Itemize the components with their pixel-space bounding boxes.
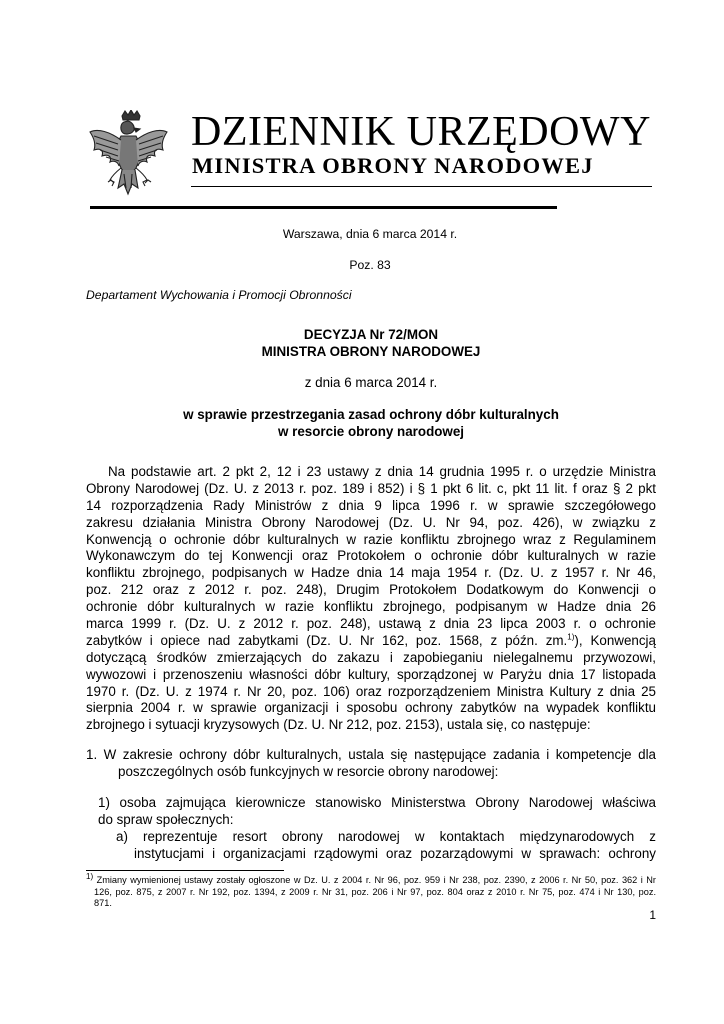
decision-date: z dnia 6 marca 2014 r. — [304, 375, 438, 390]
preamble-line: 14 rozporządzenia Rady Ministrów z dnia 9 lipca 1996 r. w sprawie szczegółowego — [86, 497, 656, 513]
preamble-paragraph — [86, 464, 656, 734]
decision-subject-line2: w resorcie obrony narodowej — [277, 424, 465, 439]
header-divider — [90, 206, 557, 209]
decision-subject-line1: w sprawie przestrzegania zasad ochrony dóbr kulturalnych — [183, 407, 559, 422]
preamble-line: sierpnia 2004 r. w sprawie organizacji i sposobu ochrony zabytków na wypadek konfliktu — [86, 700, 656, 716]
footnote-line — [86, 871, 656, 887]
preamble-line: wywozowi i przenoszeniu własności dóbr kultury, sporządzonej w Paryżu dnia 17 listopada — [86, 666, 656, 682]
preamble-line-with-footnote — [86, 633, 656, 650]
point-1 — [86, 747, 656, 781]
subpoint-1 — [98, 795, 656, 829]
preamble-line-tail: ), Konwencją — [574, 632, 656, 648]
subpoint-1-line2: do spraw społecznych: — [98, 811, 234, 827]
decision-title-line2: MINISTRA OBRONY NARODOWEJ — [261, 344, 481, 359]
eagle-emblem-icon — [88, 110, 174, 206]
preamble-line: Konwencją o ochronie dóbr kulturalnych w razie konfliktu zbrojnego wraz z Regulaminem — [86, 531, 656, 547]
subpoint-1a-line2: instytucjami i organizacjami rządowymi oraz pozarządowymi w sprawach: ochrony — [134, 845, 656, 861]
subpoint-1a — [116, 829, 656, 863]
point-1-line1: 1. W zakresie ochrony dóbr kulturalnych, ustala się następujące zadania i kompetencje dla — [86, 747, 656, 762]
footnote-reference: 1) — [567, 632, 575, 642]
footnote-line: 871. — [94, 898, 112, 908]
page-number: 1 — [649, 908, 656, 922]
place-date: Warszawa, dnia 6 marca 2014 r. — [282, 227, 458, 241]
footnote-marker: 1) — [86, 871, 94, 881]
preamble-line: Obrony Narodowej (Dz. U. z 2013 r. poz. 189 i 852) i § 1 pkt 6 lit. c, pkt 11 lit. f oraz § 2 pkt — [86, 480, 656, 496]
preamble-line: ochronie dóbr kulturalnych w razie konfliktu zbrojnego, podpisanym w Hadze dnia 26 — [86, 599, 656, 615]
masthead-title: DZIENNIK URZĘDOWY — [191, 109, 651, 155]
footnote-divider — [86, 870, 284, 871]
decision-title-line1: DECYZJA Nr 72/MON — [303, 327, 439, 342]
preamble-line: zakresu działania Ministra Obrony Narodowej (Dz. U. Nr 94, poz. 426), w związku z — [86, 514, 656, 530]
preamble-line: konfliktu zbrojnego, podpisanych w Hadze dnia 14 maja 1954 r. (Dz. U. z 1957 r. Nr 46, — [86, 565, 656, 581]
preamble-line: zbrojnego i sytuacji kryzysowych (Dz. U. Nr 212, poz. 2153), ustala się, co następuje: — [86, 717, 591, 733]
masthead-divider — [191, 186, 652, 187]
position-number: Poz. 83 — [349, 258, 391, 272]
subpoint-1-line1: 1) osoba zajmująca kierownicze stanowisko Ministerstwa Obrony Narodowej właściwa — [98, 795, 656, 810]
department-name: Departament Wychowania i Promocji Obronności — [86, 288, 352, 302]
footnote — [86, 871, 656, 910]
point-1-line2: poszczególnych osób funkcyjnych w resorcie obrony narodowej: — [118, 763, 499, 779]
preamble-line: 1970 r. (Dz. U. z 1974 r. Nr 20, poz. 106) oraz rozporządzeniem Ministra Kultury z dnia 25 — [86, 683, 656, 699]
preamble-line-text: zabytków i opiece nad zabytkami (Dz. U. Nr 162, poz. 1568, z późn. zm. — [86, 632, 568, 648]
footnote-line: 126, poz. 875, z 2007 r. Nr 192, poz. 1394, z 2009 r. Nr 31, poz. 206 i Nr 97, poz. 804 oraz z 2010 r. Nr 75, poz. 474 i Nr 130, poz. — [94, 886, 656, 897]
footnote-text: Zmiany wymienionej ustawy zostały ogłoszone w Dz. U. z 2004 r. Nr 96, poz. 959 i Nr 238, poz. 2390, z 2006 r. Nr 50, poz. 362 i Nr — [96, 875, 656, 885]
preamble-line: Wykonawczym do tej Konwencji oraz Protokołem o ochronie dóbr kulturalnych w razie — [86, 548, 656, 564]
preamble-line: Na podstawie art. 2 pkt 2, 12 i 23 ustawy z dnia 14 grudnia 1995 r. o urzędzie Ministra — [108, 464, 656, 479]
preamble-line: poz. 212 oraz z 2012 r. poz. 248), Drugim Protokołem Dodatkowym do Konwencji o — [86, 582, 656, 598]
preamble-line: dotyczącą środków zmierzających do zakazu i zapobieganiu nielegalnemu przywozowi, — [86, 649, 656, 665]
subpoint-1a-line1: a) reprezentuje resort obrony narodowej w kontaktach międzynarodowych z — [116, 829, 656, 844]
masthead-subtitle: MINISTRA OBRONY NARODOWEJ — [192, 153, 594, 178]
preamble-line: marca 1999 r. (Dz. U. z 2012 r. poz. 248), ustawą z dnia 23 lipca 2003 r. o ochronie — [86, 616, 656, 632]
